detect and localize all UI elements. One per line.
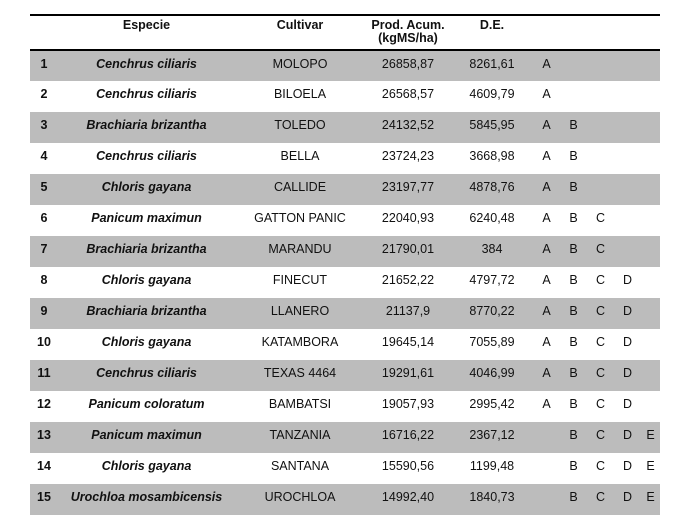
group-letter-b: B [569, 397, 578, 411]
group-letter-d [614, 81, 641, 112]
group-letter-e [641, 360, 660, 391]
group-letter-e [641, 391, 660, 422]
production-cell: 21790,01 [381, 242, 435, 256]
group-letter-a: A [542, 397, 551, 411]
species-cell: Cenchrus ciliaris [96, 149, 197, 163]
row-number: 8 [40, 273, 48, 287]
header-especie: Especie [122, 18, 171, 32]
group-letter-e [641, 236, 660, 267]
group-letter-b: B [569, 490, 578, 504]
table-row [30, 143, 660, 174]
header-de: D.E. [479, 18, 505, 32]
species-cell: Chloris gayana [101, 335, 192, 349]
species-cell: Panicum coloratum [88, 397, 205, 411]
production-cell: 19057,93 [381, 397, 435, 411]
group-letter-d: D [622, 459, 633, 473]
cultivar-cell: BELLA [280, 149, 320, 163]
cultivar-cell: CALLIDE [273, 180, 327, 194]
cultivar-cell: TEXAS 4464 [263, 366, 337, 380]
row-number: 14 [37, 459, 51, 473]
species-cell: Cenchrus ciliaris [96, 87, 197, 101]
group-letter-d: D [622, 335, 633, 349]
header-number [30, 15, 58, 50]
species-cell: Urochloa mosambicensis [70, 490, 223, 504]
cultivar-cell: TOLEDO [274, 118, 326, 132]
group-letter-e: E [646, 490, 655, 504]
group-letter-e [641, 267, 660, 298]
table-row [30, 174, 660, 205]
production-cell: 21137,9 [385, 304, 431, 318]
cultivar-cell: SANTANA [270, 459, 330, 473]
row-number: 11 [37, 366, 51, 380]
production-cell: 21652,22 [381, 273, 435, 287]
header-production [365, 15, 451, 50]
species-cell: Brachiaria brizantha [86, 304, 207, 318]
production-cell: 23197,77 [381, 180, 435, 194]
species-cell: Cenchrus ciliaris [96, 366, 197, 380]
de-cell: 7055,89 [469, 335, 515, 349]
de-cell: 1840,73 [469, 490, 515, 504]
species-cell: Brachiaria brizantha [86, 118, 207, 132]
group-letter-e: E [646, 428, 655, 442]
group-letter-b: B [569, 304, 578, 318]
de-cell: 3668,98 [469, 149, 515, 163]
group-letter-e [641, 50, 660, 81]
cultivar-cell: FINECUT [272, 273, 328, 287]
row-number: 2 [40, 87, 48, 101]
table-row [30, 205, 660, 236]
group-letter-c: C [595, 211, 606, 225]
header-group-a [533, 15, 560, 50]
production-cell: 19291,61 [381, 366, 435, 380]
production-cell: 24132,52 [381, 118, 435, 132]
group-letter-a: A [542, 211, 551, 225]
production-cell: 26568,57 [381, 87, 435, 101]
group-letter-d: D [622, 490, 633, 504]
species-cell: Chloris gayana [101, 273, 192, 287]
production-cell: 22040,93 [381, 211, 435, 225]
species-cell: Chloris gayana [101, 180, 192, 194]
group-letter-c: C [595, 273, 606, 287]
species-cell: Chloris gayana [101, 459, 192, 473]
group-letter-a: A [542, 242, 551, 256]
table-row [30, 267, 660, 298]
group-letter-c: C [595, 304, 606, 318]
group-letter-a [533, 422, 560, 453]
group-letter-a: A [542, 304, 551, 318]
de-cell: 5845,95 [469, 118, 515, 132]
table-row [30, 484, 660, 515]
group-letter-a: A [542, 118, 551, 132]
group-letter-e [641, 329, 660, 360]
de-cell: 2367,12 [469, 428, 515, 442]
production-cell: 19645,14 [381, 335, 435, 349]
de-cell: 6240,48 [469, 211, 515, 225]
table-row [30, 453, 660, 484]
species-cell: Brachiaria brizantha [86, 242, 207, 256]
species-cell: Cenchrus ciliaris [96, 57, 197, 71]
group-letter-b: B [569, 180, 578, 194]
de-cell: 384 [481, 242, 503, 256]
table-row [30, 50, 660, 81]
group-letter-e [641, 174, 660, 205]
group-letter-d: D [622, 304, 633, 318]
table-row [30, 329, 660, 360]
row-number: 10 [37, 335, 51, 349]
cultivar-cell: MARANDU [268, 242, 332, 256]
species-cell: Panicum maximun [91, 428, 202, 442]
group-letter-b [560, 81, 587, 112]
group-letter-b: B [569, 428, 578, 442]
table-row [30, 81, 660, 112]
header-group-c [587, 15, 614, 50]
group-letter-a: A [542, 366, 551, 380]
group-letter-d: D [622, 366, 633, 380]
group-letter-d [614, 50, 641, 81]
group-letter-d: D [622, 397, 633, 411]
group-letter-e [641, 143, 660, 174]
group-letter-d [614, 112, 641, 143]
cultivar-cell: GATTON PANIC [254, 211, 346, 225]
row-number: 3 [40, 118, 48, 132]
group-letter-c: C [595, 459, 606, 473]
row-number: 15 [37, 490, 51, 504]
header-group-e [641, 15, 660, 50]
group-letter-b: B [569, 149, 578, 163]
group-letter-b: B [569, 118, 578, 132]
table-row [30, 422, 660, 453]
header-cultivar: Cultivar [276, 18, 324, 32]
row-number: 4 [40, 149, 48, 163]
de-cell: 4878,76 [469, 180, 515, 194]
table-row [30, 298, 660, 329]
de-cell: 1199,48 [469, 459, 515, 473]
group-letter-c: C [595, 490, 606, 504]
table-row [30, 236, 660, 267]
production-cell: 15590,56 [381, 459, 435, 473]
table-row [30, 112, 660, 143]
header-group-b [560, 15, 587, 50]
group-letter-b: B [569, 335, 578, 349]
group-letter-e [641, 205, 660, 236]
group-letter-a: A [542, 149, 551, 163]
production-cell: 16716,22 [381, 428, 435, 442]
header-group-d [614, 15, 641, 50]
group-letter-d [614, 205, 641, 236]
row-number: 9 [40, 304, 48, 318]
group-letter-a: A [542, 87, 551, 101]
table-row [30, 391, 660, 422]
group-letter-d [614, 236, 641, 267]
row-number: 5 [40, 180, 48, 194]
cultivar-cell: BAMBATSI [268, 397, 332, 411]
group-letter-d: D [622, 428, 633, 442]
table-header-row [30, 15, 660, 50]
results-table-wrapper [30, 14, 660, 515]
row-number: 7 [40, 242, 48, 256]
de-cell: 8261,61 [469, 57, 515, 71]
group-letter-d: D [622, 273, 633, 287]
row-number: 1 [40, 57, 48, 71]
group-letter-a [533, 484, 560, 515]
group-letter-a: A [542, 57, 551, 71]
group-letter-c [587, 174, 614, 205]
group-letter-d [614, 143, 641, 174]
cultivar-cell: KATAMBORA [261, 335, 339, 349]
group-letter-e [641, 298, 660, 329]
group-letter-b: B [569, 459, 578, 473]
species-cell: Panicum maximun [91, 211, 202, 225]
group-letter-a [533, 453, 560, 484]
table-row [30, 360, 660, 391]
group-letter-c: C [595, 366, 606, 380]
group-letter-b: B [569, 211, 578, 225]
cultivar-cell: MOLOPO [272, 57, 328, 71]
group-letter-c [587, 50, 614, 81]
header-production-line1: Prod. Acum. [371, 18, 445, 32]
row-number: 13 [37, 428, 51, 442]
group-letter-b: B [569, 366, 578, 380]
group-letter-b: B [569, 242, 578, 256]
group-letter-e [641, 81, 660, 112]
group-letter-b: B [569, 273, 578, 287]
cultivar-cell: UROCHLOA [264, 490, 336, 504]
production-cell: 23724,23 [381, 149, 435, 163]
group-letter-a: A [542, 273, 551, 287]
group-letter-c: C [595, 428, 606, 442]
cultivar-cell: LLANERO [270, 304, 330, 318]
de-cell: 4797,72 [469, 273, 515, 287]
group-letter-c: C [595, 242, 606, 256]
row-number: 6 [40, 211, 48, 225]
group-letter-d [614, 174, 641, 205]
group-letter-a: A [542, 335, 551, 349]
group-letter-c: C [595, 397, 606, 411]
group-letter-c [587, 81, 614, 112]
de-cell: 4046,99 [469, 366, 515, 380]
production-cell: 26858,87 [381, 57, 435, 71]
cultivar-cell: TANZANIA [269, 428, 331, 442]
group-letter-a: A [542, 180, 551, 194]
cultivar-cell: BILOELA [273, 87, 327, 101]
de-cell: 4609,79 [469, 87, 515, 101]
header-production-line2: (kgMS/ha) [378, 31, 438, 45]
group-letter-e [641, 112, 660, 143]
group-letter-c: C [595, 335, 606, 349]
row-number: 12 [37, 397, 51, 411]
group-letter-c [587, 112, 614, 143]
de-cell: 8770,22 [469, 304, 515, 318]
production-cell: 14992,40 [381, 490, 435, 504]
results-table [30, 14, 660, 515]
group-letter-c [587, 143, 614, 174]
group-letter-b [560, 50, 587, 81]
group-letter-e: E [646, 459, 655, 473]
de-cell: 2995,42 [469, 397, 515, 411]
